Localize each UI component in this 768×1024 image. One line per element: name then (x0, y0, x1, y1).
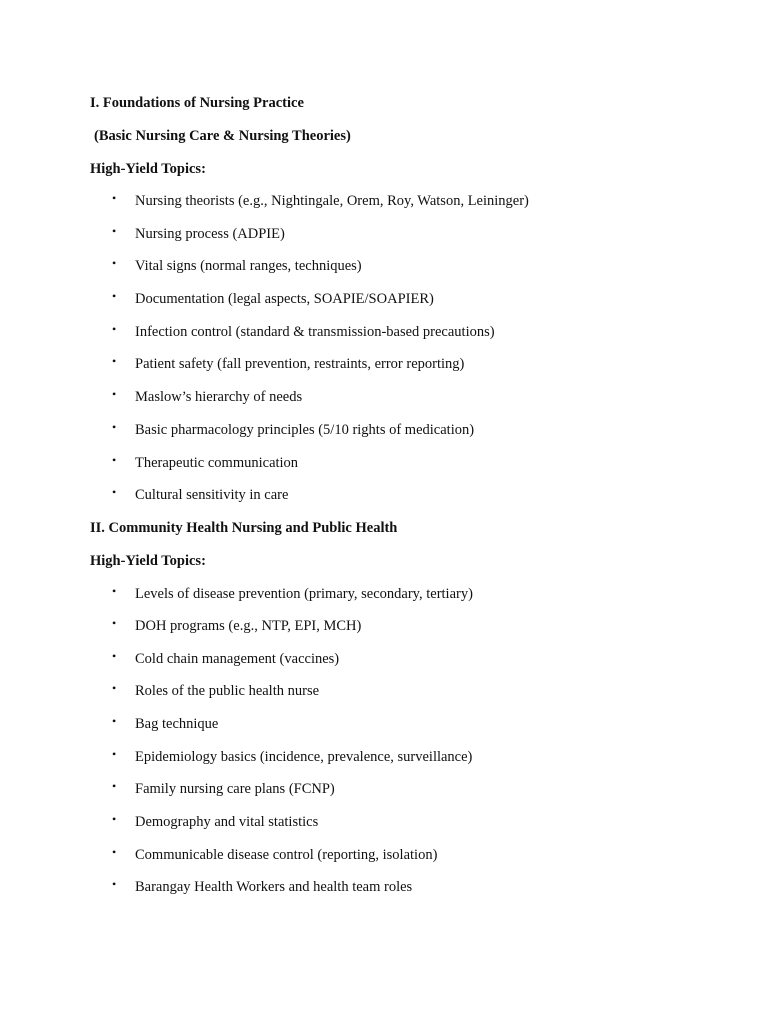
section-1-subtitle: (Basic Nursing Care & Nursing Theories) (94, 128, 351, 144)
list-item-text: Maslow’s hierarchy of needs (135, 389, 303, 405)
bullet-icon: • (112, 191, 117, 205)
list-item-text: Cultural sensitivity in care (135, 487, 289, 503)
list-item-text: Infection control (standard & transmission-based precautions) (135, 324, 495, 340)
list-item-text: Therapeutic communication (135, 455, 299, 471)
bullet-icon: • (112, 584, 117, 598)
list-item-text: Vital signs (normal ranges, techniques) (135, 258, 362, 274)
bullet-icon: • (112, 453, 117, 467)
list-item-text: Basic pharmacology principles (5/10 rights of medication) (135, 422, 475, 438)
bullet-icon: • (112, 877, 117, 891)
bullet-icon: • (112, 779, 117, 793)
bullet-icon: • (112, 289, 117, 303)
list-item-text: Documentation (legal aspects, SOAPIE/SOAPIER) (135, 291, 434, 307)
list-item-text: Family nursing care plans (FCNP) (135, 781, 335, 797)
list-item-text: Roles of the public health nurse (135, 683, 320, 699)
bullet-icon: • (112, 714, 117, 728)
section-1-topics-label: High-Yield Topics: (90, 161, 206, 177)
section-1-title: I. Foundations of Nursing Practice (90, 95, 304, 111)
list-item-text: Epidemiology basics (incidence, prevalence, surveillance) (135, 749, 473, 765)
list-item-text: Bag technique (135, 716, 219, 732)
section-2-topics-label: High-Yield Topics: (90, 553, 206, 569)
list-item-text: Communicable disease control (reporting, isolation) (135, 847, 438, 863)
list-item-text: Nursing process (ADPIE) (135, 226, 285, 242)
list-item-text: Barangay Health Workers and health team roles (135, 879, 413, 895)
bullet-icon: • (112, 420, 117, 434)
bullet-icon: • (112, 256, 117, 270)
list-item-text: Nursing theorists (e.g., Nightingale, Orem, Roy, Watson, Leininger) (135, 193, 529, 209)
bullet-icon: • (112, 649, 117, 663)
list-item-text: Cold chain management (vaccines) (135, 651, 340, 667)
bullet-icon: • (112, 354, 117, 368)
list-item-text: Demography and vital statistics (135, 814, 319, 830)
bullet-icon: • (112, 616, 117, 630)
bullet-icon: • (112, 485, 117, 499)
section-2-title: II. Community Health Nursing and Public Health (90, 520, 398, 536)
list-item-text: Patient safety (fall prevention, restraints, error reporting) (135, 356, 465, 372)
bullet-icon: • (112, 322, 117, 336)
bullet-icon: • (112, 224, 117, 238)
bullet-icon: • (112, 812, 117, 826)
bullet-icon: • (112, 681, 117, 695)
list-item-text: Levels of disease prevention (primary, secondary, tertiary) (135, 586, 473, 602)
bullet-icon: • (112, 387, 117, 401)
bullet-icon: • (112, 845, 117, 859)
list-item-text: DOH programs (e.g., NTP, EPI, MCH) (135, 618, 362, 634)
bullet-icon: • (112, 747, 117, 761)
